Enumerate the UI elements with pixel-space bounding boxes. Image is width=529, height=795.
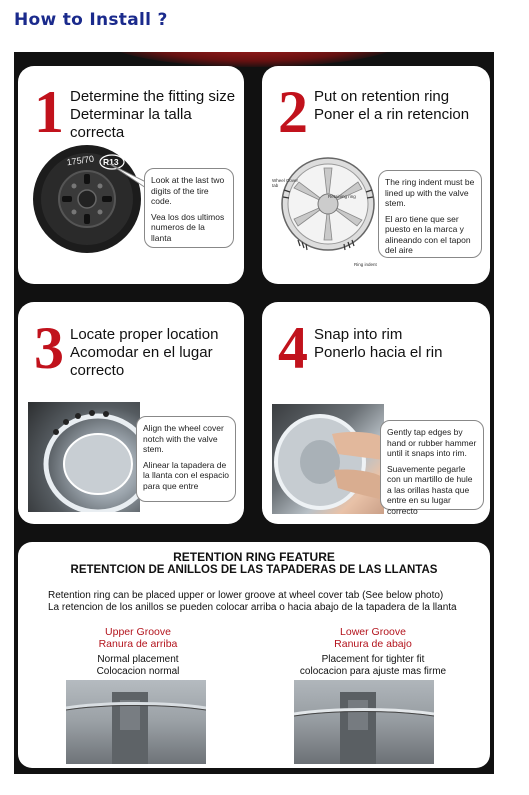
lower-groove-label-en: Lower Groove [340, 626, 406, 638]
install-poster [14, 52, 494, 774]
label-retaining-ring: Retaining ring [328, 194, 356, 199]
step-number: 3 [34, 315, 64, 381]
label-ring-indent: Ring indent [354, 262, 377, 267]
pointer-line [108, 162, 148, 192]
feature-title-en: RETENTION RING FEATURE [173, 550, 335, 564]
step-number: 1 [34, 79, 64, 145]
step-title-en: Snap into rim [314, 326, 403, 343]
lower-groove-tab-art [294, 680, 434, 764]
tire-code-text: 175/70 [65, 153, 95, 168]
step-number: 4 [278, 315, 308, 381]
bubble-text-en: Gently tap edges by hand or rubber hammer until it snaps into rim. [387, 427, 477, 458]
hand-on-cover-art [272, 404, 384, 514]
bubble-text-en: Look at the last two digits of the tire code. [151, 175, 225, 206]
feature-title-es: RETENTCION DE ANILLOS DE LAS TAPADERAS DE LAS LLANTAS [70, 564, 438, 576]
bubble-text-es: Suavemente pegarle con un martillo de hule a las orillas hasta que entre en su lugar correcto [387, 463, 473, 516]
upper-placement-en: Normal placement [97, 654, 179, 665]
feature-desc-es: La retencion de los anillos se pueden colocar arriba o hacia abajo de la tapadera de la llanta [48, 602, 457, 613]
feature-desc-en: Retention ring can be placed upper or lower groove at wheel cover tab (See below photo) [48, 590, 444, 601]
step-number: 2 [278, 79, 308, 145]
lower-placement-es: colocacion para ajuste mas firme [299, 666, 447, 677]
lower-groove-photo [294, 680, 434, 764]
tire-illustration [32, 144, 142, 254]
step-title-es: Ponerlo hacia el rin [314, 344, 443, 361]
step-1-card [18, 66, 244, 284]
step-1-bubble [144, 168, 234, 248]
bubble-text-en: Align the wheel cover notch with the valve stem. [143, 423, 224, 454]
step-3-bubble [136, 416, 236, 502]
step-title-en: Put on retention ring [314, 88, 450, 105]
bubble-text-es: Alinear la tapadera de la llanta con el espacio para que entre [143, 459, 230, 491]
lower-placement-en: Placement for tighter fit [321, 654, 425, 665]
step-4-bubble [380, 420, 484, 516]
upper-groove-tab-art [66, 680, 206, 764]
upper-groove-photo [66, 680, 206, 764]
step-title-en: Locate proper location [70, 326, 219, 343]
retention-feature-card [18, 542, 490, 768]
bubble-text-es: Vea los dos ultimos numeros de la llanta [151, 211, 225, 243]
wheel-alignment-photo [28, 402, 140, 512]
bubble-text-es: El aro tiene que ser puesto en la marca y alineando con el tapon del aire [385, 213, 471, 255]
step-2-card [262, 66, 490, 284]
wheel-cover-illustration [278, 154, 378, 254]
step-2-bubble [378, 170, 482, 258]
step-title-es: Acomodar en el lugar correcto [70, 344, 213, 379]
tire-size-text: R13 [103, 157, 119, 167]
step-title-es: Determinar la talla correcta [70, 106, 192, 141]
lower-groove-label-es: Ranura de abajo [334, 638, 412, 650]
page-title: How to Install ? [14, 10, 168, 30]
decorative-red-arc [104, 52, 404, 67]
step-title-en: Determine the fitting size [70, 88, 236, 105]
snap-into-rim-photo [272, 404, 384, 514]
wheel-cover-photo-art [28, 402, 140, 512]
step-3-card [18, 302, 244, 524]
step-4-card [262, 302, 490, 524]
label-cover-tab: Wheel Cover tab [272, 178, 299, 188]
step-title-es: Poner el a rin retencion [314, 106, 470, 123]
upper-groove-label-en: Upper Groove [105, 626, 171, 638]
upper-placement-es: Colocacion normal [96, 666, 180, 677]
bubble-text-en: The ring indent must be lined up with the valve stem. [385, 177, 475, 208]
upper-groove-label-es: Ranura de arriba [98, 638, 178, 650]
